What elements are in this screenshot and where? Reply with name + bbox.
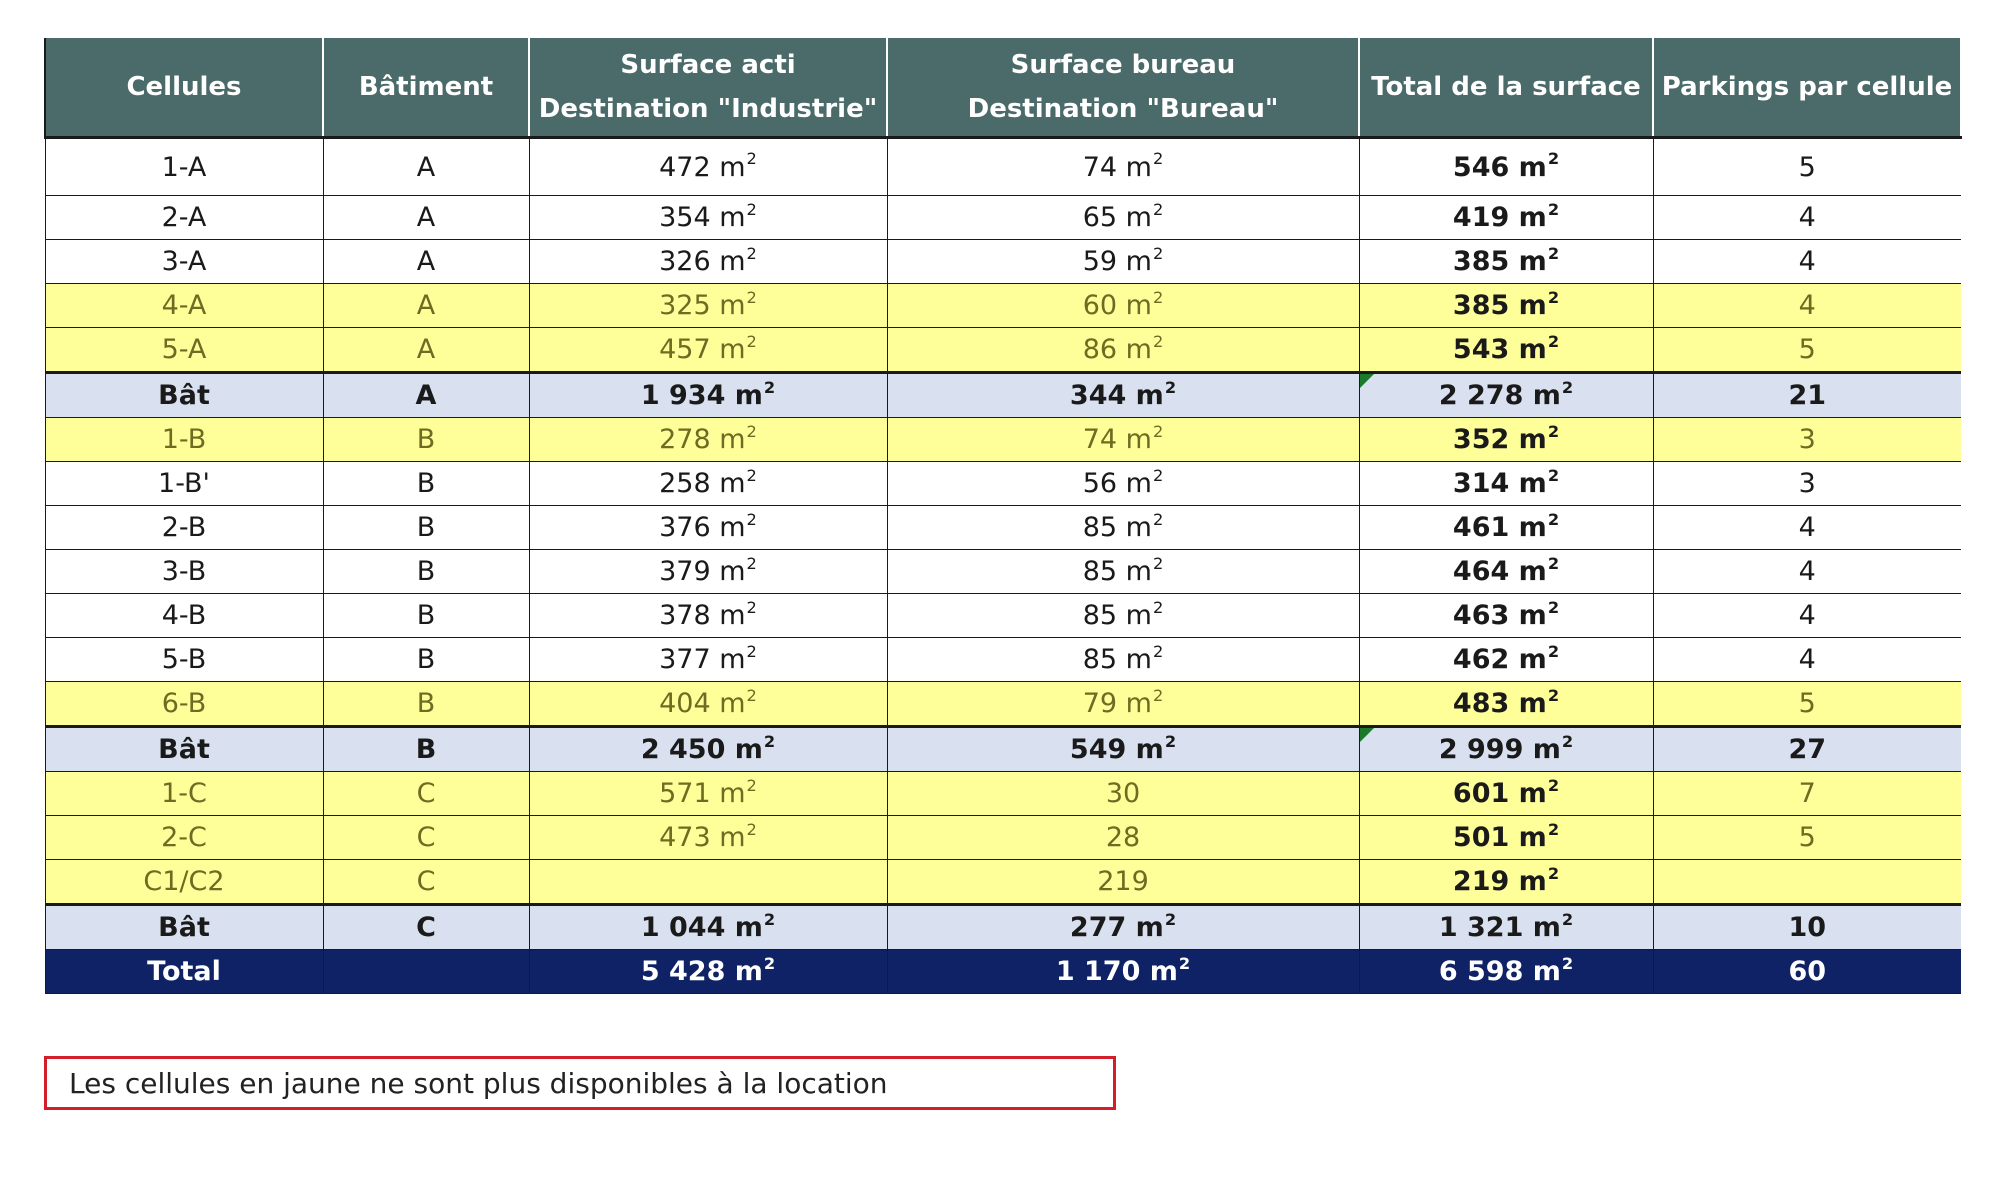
- cell-total: 6 598 $m^2$: [1359, 950, 1653, 994]
- cell-batiment: A: [323, 196, 529, 240]
- cell-total: 543 $m^2$: [1359, 328, 1653, 373]
- header-total-surface-label: Total de la surface: [1371, 72, 1641, 102]
- cell-surface-acti: [529, 860, 887, 905]
- cell-total: 546 $m^2$: [1359, 138, 1653, 196]
- cell-cellule: 1-B: [45, 418, 323, 462]
- cell-total: 501 $m^2$: [1359, 816, 1653, 860]
- cell-cellule: 1-C: [45, 772, 323, 816]
- cell-parkings: 4: [1653, 506, 1961, 550]
- cell-total: 483 $m^2$: [1359, 682, 1653, 727]
- cell-cellule: 1-B': [45, 462, 323, 506]
- table-row: [45, 860, 1961, 905]
- cell-parkings: 5: [1653, 138, 1961, 196]
- cell-cellule: 2-A: [45, 196, 323, 240]
- cell-parkings: 3: [1653, 418, 1961, 462]
- cell-batiment: A: [323, 373, 529, 418]
- cell-cellule: 5-B: [45, 638, 323, 682]
- header-surface-acti-line1: Surface acti: [620, 50, 796, 80]
- cell-total: 461 $m^2$: [1359, 506, 1653, 550]
- cell-surface-acti: 472 $m^2$: [529, 138, 887, 196]
- cell-parkings: 4: [1653, 638, 1961, 682]
- cell-surface-bureau: 79 $m^2$: [887, 682, 1359, 727]
- cell-surface-bureau: 1 170 $m^2$: [887, 950, 1359, 994]
- header-cellules: [45, 38, 323, 138]
- table-row: [45, 772, 1961, 816]
- cell-batiment: C: [323, 860, 529, 905]
- cell-batiment: B: [323, 594, 529, 638]
- cell-total: 385 $m^2$: [1359, 240, 1653, 284]
- header-surface-bureau-line1: Surface bureau: [1010, 50, 1236, 80]
- cell-parkings: 27: [1653, 727, 1961, 772]
- cell-surface-acti: 376 $m^2$: [529, 506, 887, 550]
- cell-surface-acti: 325 $m^2$: [529, 284, 887, 328]
- cell-surface-acti: 379 $m^2$: [529, 550, 887, 594]
- availability-note: Les cellules en jaune ne sont plus disponibles à la location: [44, 1056, 1116, 1110]
- table-row: [45, 196, 1961, 240]
- cell-surface-bureau: 74 $m^2$: [887, 138, 1359, 196]
- cell-total: 601 $m^2$: [1359, 772, 1653, 816]
- cell-parkings: 4: [1653, 196, 1961, 240]
- cell-surface-acti: 5 428 $m^2$: [529, 950, 887, 994]
- subtotal-row: [45, 905, 1961, 950]
- cell-surface-bureau: 277 $m^2$: [887, 905, 1359, 950]
- cell-parkings: 3: [1653, 462, 1961, 506]
- cell-cellule: 3-B: [45, 550, 323, 594]
- table-row: [45, 638, 1961, 682]
- cell-total: 462 $m^2$: [1359, 638, 1653, 682]
- cell-surface-acti: 278 $m^2$: [529, 418, 887, 462]
- cell-parkings: 5: [1653, 328, 1961, 373]
- cell-surface-acti: 404 $m^2$: [529, 682, 887, 727]
- table-row: [45, 418, 1961, 462]
- cell-total: 464 $m^2$: [1359, 550, 1653, 594]
- cell-parkings: 60: [1653, 950, 1961, 994]
- cell-surface-bureau: 85 $m^2$: [887, 506, 1359, 550]
- cell-batiment: B: [323, 506, 529, 550]
- cell-surface-bureau: 85 $m^2$: [887, 638, 1359, 682]
- table-row: [45, 138, 1961, 196]
- table-row: [45, 816, 1961, 860]
- cell-cellule: 1-A: [45, 138, 323, 196]
- cell-surface-bureau: 344 $m^2$: [887, 373, 1359, 418]
- cell-batiment: C: [323, 816, 529, 860]
- cell-surface-acti: 1 934 $m^2$: [529, 373, 887, 418]
- header-surface-bureau: [887, 38, 1359, 138]
- header-batiment: [323, 38, 529, 138]
- subtotal-row: [45, 373, 1961, 418]
- cell-surface-bureau: 56 $m^2$: [887, 462, 1359, 506]
- table-row: [45, 462, 1961, 506]
- cell-surface-bureau: 219: [887, 860, 1359, 905]
- cell-surface-acti: 2 450 $m^2$: [529, 727, 887, 772]
- cell-surface-acti: 378 $m^2$: [529, 594, 887, 638]
- cell-surface-bureau: 59 $m^2$: [887, 240, 1359, 284]
- cell-total: 352 $m^2$: [1359, 418, 1653, 462]
- cell-total: 419 $m^2$: [1359, 196, 1653, 240]
- cell-cellule: 4-A: [45, 284, 323, 328]
- cell-surface-bureau: 28: [887, 816, 1359, 860]
- header-parkings: [1653, 38, 1961, 138]
- cell-surface-bureau: 549 $m^2$: [887, 727, 1359, 772]
- cell-cellule: 2-B: [45, 506, 323, 550]
- cell-surface-bureau: 86 $m^2$: [887, 328, 1359, 373]
- cell-cellule: Total: [45, 950, 323, 994]
- cell-surface-acti: 326 $m^2$: [529, 240, 887, 284]
- cell-cellule: Bât: [45, 373, 323, 418]
- cell-cellule: 5-A: [45, 328, 323, 373]
- cell-surface-bureau: 85 $m^2$: [887, 550, 1359, 594]
- cell-parkings: [1653, 860, 1961, 905]
- header-cellules-label: Cellules: [126, 72, 242, 102]
- cell-batiment: B: [323, 550, 529, 594]
- header-total-surface: [1359, 38, 1653, 138]
- cell-total: 219 $m^2$: [1359, 860, 1653, 905]
- cell-total: 2 999 $m^2$: [1359, 727, 1653, 772]
- cell-cellule: Bât: [45, 905, 323, 950]
- cell-total: 314 $m^2$: [1359, 462, 1653, 506]
- table-row: [45, 682, 1961, 727]
- cell-parkings: 7: [1653, 772, 1961, 816]
- table-row: [45, 240, 1961, 284]
- cell-parkings: 5: [1653, 816, 1961, 860]
- header-batiment-label: Bâtiment: [358, 72, 494, 102]
- cell-parkings: 5: [1653, 682, 1961, 727]
- cell-batiment: B: [323, 727, 529, 772]
- cell-cellule: 6-B: [45, 682, 323, 727]
- cell-cellule: C1/C2: [45, 860, 323, 905]
- grand-total-row: [45, 950, 1961, 994]
- cell-parkings: 4: [1653, 594, 1961, 638]
- cell-batiment: A: [323, 240, 529, 284]
- cell-cellule: 2-C: [45, 816, 323, 860]
- cell-total: 385 $m^2$: [1359, 284, 1653, 328]
- cell-cellule: 4-B: [45, 594, 323, 638]
- cell-cellule: Bât: [45, 727, 323, 772]
- cell-batiment: A: [323, 328, 529, 373]
- cell-parkings: 4: [1653, 550, 1961, 594]
- cell-batiment: A: [323, 284, 529, 328]
- cell-surface-acti: 377 $m^2$: [529, 638, 887, 682]
- surface-table: [44, 38, 1962, 994]
- table-row: [45, 506, 1961, 550]
- cell-surface-acti: 354 $m^2$: [529, 196, 887, 240]
- cell-batiment: [323, 950, 529, 994]
- cell-surface-acti: 457 $m^2$: [529, 328, 887, 373]
- cell-surface-acti: 1 044 $m^2$: [529, 905, 887, 950]
- cell-batiment: B: [323, 638, 529, 682]
- cell-surface-bureau: 74 $m^2$: [887, 418, 1359, 462]
- cell-total: 2 278 $m^2$: [1359, 373, 1653, 418]
- table-row: [45, 594, 1961, 638]
- cell-parkings: 4: [1653, 284, 1961, 328]
- cell-batiment: B: [323, 418, 529, 462]
- cell-cellule: 3-A: [45, 240, 323, 284]
- header-parkings-label: Parkings par cellule: [1661, 72, 1953, 102]
- cell-surface-bureau: 65 $m^2$: [887, 196, 1359, 240]
- subtotal-row: [45, 727, 1961, 772]
- header-row: [45, 38, 1961, 138]
- cell-batiment: A: [323, 138, 529, 196]
- cell-surface-bureau: 30: [887, 772, 1359, 816]
- table-row: [45, 284, 1961, 328]
- header-surface-bureau-line2: Destination "Bureau": [967, 94, 1279, 124]
- cell-batiment: C: [323, 772, 529, 816]
- cell-batiment: C: [323, 905, 529, 950]
- cell-total: 1 321 $m^2$: [1359, 905, 1653, 950]
- table-row: [45, 550, 1961, 594]
- cell-total: 463 $m^2$: [1359, 594, 1653, 638]
- cell-surface-bureau: 60 $m^2$: [887, 284, 1359, 328]
- cell-surface-acti: 571 $m^2$: [529, 772, 887, 816]
- cell-batiment: B: [323, 462, 529, 506]
- cell-parkings: 21: [1653, 373, 1961, 418]
- cell-surface-acti: 473 $m^2$: [529, 816, 887, 860]
- cell-parkings: 10: [1653, 905, 1961, 950]
- cell-batiment: B: [323, 682, 529, 727]
- cell-surface-bureau: 85 $m^2$: [887, 594, 1359, 638]
- table-row: [45, 328, 1961, 373]
- header-surface-acti-line2: Destination "Industrie": [538, 94, 878, 124]
- header-surface-acti: [529, 38, 887, 138]
- cell-parkings: 4: [1653, 240, 1961, 284]
- cell-surface-acti: 258 $m^2$: [529, 462, 887, 506]
